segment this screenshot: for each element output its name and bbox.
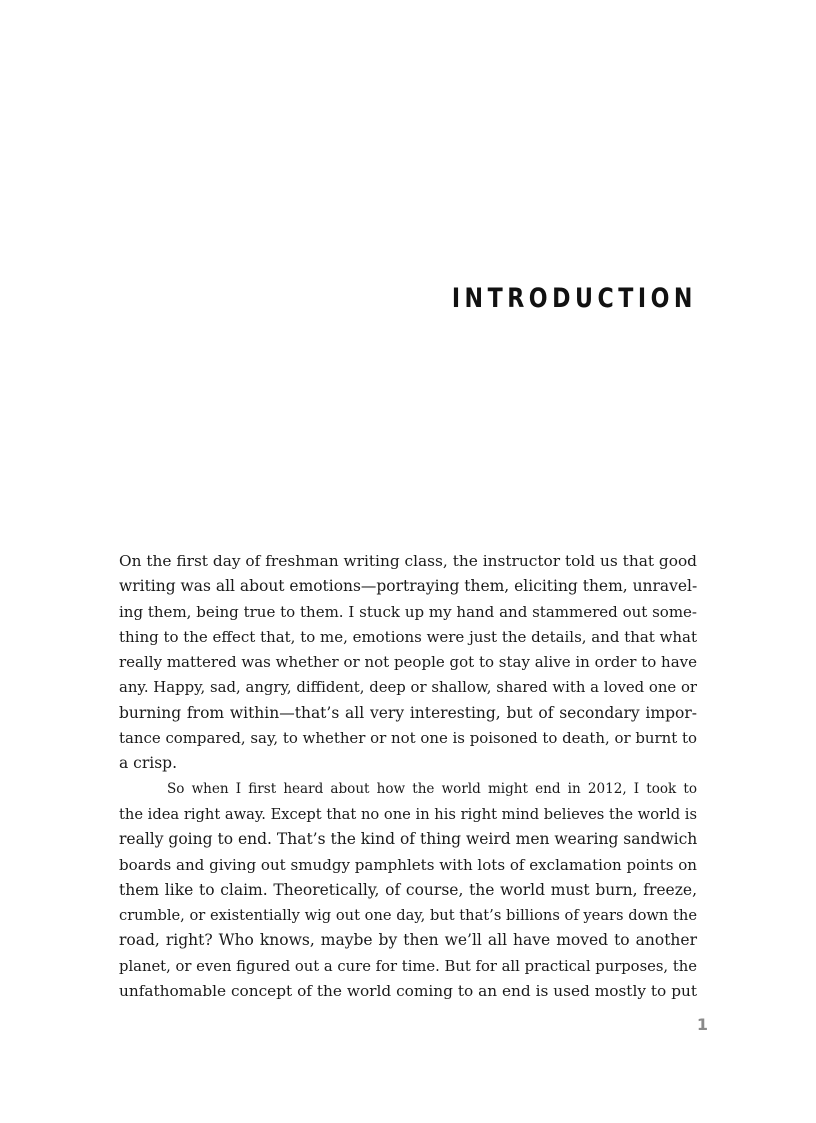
text-line: really mattered was whether or not people got to stay alive in order to have [119,653,697,672]
paragraph-1 [119,549,697,777]
text-line: On the first day of freshman writing class, the instructor told us that good [119,552,697,570]
text-line: a crisp. [119,754,178,773]
text-line: ing them, being true to them. I stuck up my hand and stammered out some- [119,602,697,621]
text-line: the idea right away. Except that no one in his right mind believes the world is [119,805,697,823]
text-line: So when I first heard about how the world might end in 2012, I took to [167,780,697,797]
chapter-title: INTRODUCTION [451,283,697,314]
text-line: them like to claim. Theoretically, of course, the world must burn, freeze, [119,880,697,899]
text-line: tance compared, say, to whether or not one is poisoned to death, or burnt to [119,729,697,748]
text-line: thing to the effect that, to me, emotions were just the details, and that what [119,627,697,646]
text-line: really going to end. That’s the kind of thing weird men wearing sandwich [119,830,698,849]
body-text [119,549,697,1004]
text-line: any. Happy, sad, angry, diffident, deep or shallow, shared with a loved one or [119,678,697,697]
text-line: road, right? Who knows, maybe by then we’ll all have moved to another [119,931,697,950]
text-line: crumble, or existentially wig out one day, but that’s billions of years down the [119,907,697,925]
paragraph-2 [119,777,697,1005]
text-line: writing was all about emotions—portraying them, eliciting them, unravel- [119,577,698,596]
text-line: planet, or even figured out a cure for time. But for all practical purposes, the [119,957,697,975]
page-number: 1 [696,1015,708,1034]
text-line: boards and giving out smudgy pamphlets with lots of exclamation points on [119,855,697,874]
text-line: unfathomable concept of the world coming to an end is used mostly to put [119,982,697,1001]
text-line: burning from within—that’s all very interesting, but of secondary impor- [119,703,697,722]
